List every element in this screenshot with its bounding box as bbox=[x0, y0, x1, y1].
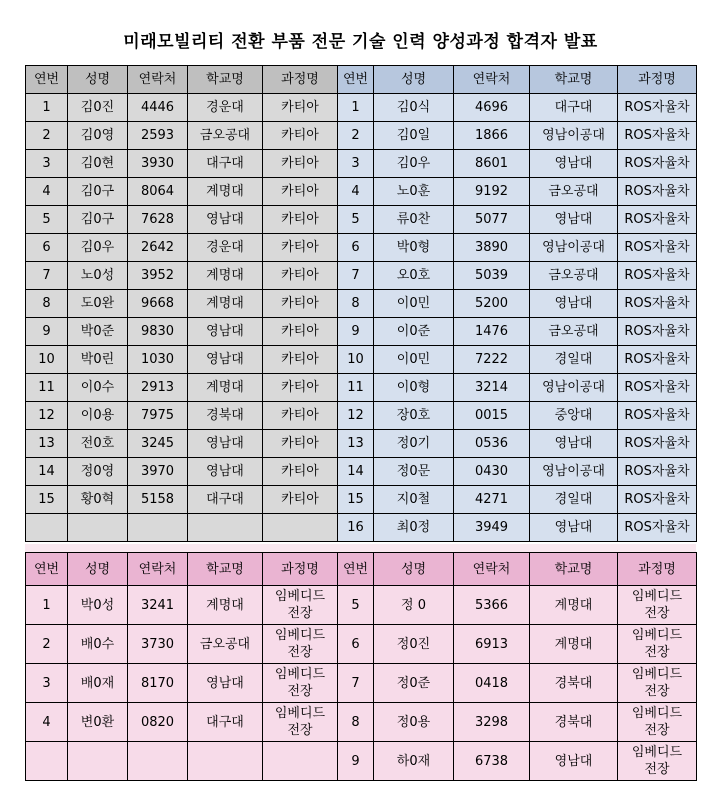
course-cell: ROS자율차 bbox=[618, 290, 697, 318]
contact-cell: 8601 bbox=[454, 150, 530, 178]
school-cell: 영남대 bbox=[188, 664, 263, 703]
table-row bbox=[26, 402, 697, 430]
school-cell: 영남대 bbox=[530, 150, 618, 178]
course-cell: 임베디드 전장 bbox=[263, 664, 338, 703]
course-cell: 카티아 bbox=[263, 94, 338, 122]
contact-cell: 5039 bbox=[454, 262, 530, 290]
table-row bbox=[26, 458, 697, 486]
course-cell: ROS자율차 bbox=[618, 234, 697, 262]
contact-cell: 9668 bbox=[128, 290, 188, 318]
name-cell: 이0준 bbox=[374, 318, 454, 346]
school-cell: 계명대 bbox=[188, 178, 263, 206]
school-cell: 영남이공대 bbox=[530, 122, 618, 150]
course-cell: 카티아 bbox=[263, 486, 338, 514]
number-cell: 3 bbox=[26, 150, 68, 178]
school-cell: 영남대 bbox=[530, 290, 618, 318]
header-school-left: 학교명 bbox=[188, 553, 263, 586]
course-cell: ROS자율차 bbox=[618, 402, 697, 430]
number-cell: 2 bbox=[26, 122, 68, 150]
number-cell: 12 bbox=[338, 402, 374, 430]
contact-cell: 3952 bbox=[128, 262, 188, 290]
contact-cell: 5200 bbox=[454, 290, 530, 318]
contact-cell: 7628 bbox=[128, 206, 188, 234]
table-row bbox=[26, 742, 697, 781]
table-row bbox=[26, 703, 697, 742]
school-cell: 중앙대 bbox=[530, 402, 618, 430]
header-course-right: 과정명 bbox=[618, 66, 697, 94]
contact-cell: 0418 bbox=[454, 664, 530, 703]
number-cell bbox=[26, 742, 68, 781]
contact-cell: 3730 bbox=[128, 625, 188, 664]
contact-cell: 1030 bbox=[128, 346, 188, 374]
name-cell: 김0진 bbox=[68, 94, 128, 122]
header-school-left: 학교명 bbox=[188, 66, 263, 94]
name-cell: 장0호 bbox=[374, 402, 454, 430]
contact-cell: 7222 bbox=[454, 346, 530, 374]
number-cell: 3 bbox=[338, 150, 374, 178]
course-cell: ROS자율차 bbox=[618, 262, 697, 290]
contact-cell: 2593 bbox=[128, 122, 188, 150]
name-cell bbox=[68, 514, 128, 542]
contact-cell: 3241 bbox=[128, 586, 188, 625]
contact-cell: 9830 bbox=[128, 318, 188, 346]
course-cell: 임베디드 전장 bbox=[263, 625, 338, 664]
contact-cell: 0015 bbox=[454, 402, 530, 430]
contact-cell: 8064 bbox=[128, 178, 188, 206]
contact-cell: 1866 bbox=[454, 122, 530, 150]
number-cell: 15 bbox=[338, 486, 374, 514]
contact-cell: 6913 bbox=[454, 625, 530, 664]
contact-cell: 3970 bbox=[128, 458, 188, 486]
number-cell: 5 bbox=[338, 206, 374, 234]
course-cell: 카티아 bbox=[263, 206, 338, 234]
contact-cell: 5077 bbox=[454, 206, 530, 234]
catia-ros-results-table bbox=[25, 65, 697, 542]
school-cell: 금오공대 bbox=[530, 178, 618, 206]
name-cell: 황0혁 bbox=[68, 486, 128, 514]
school-cell: 대구대 bbox=[530, 94, 618, 122]
number-cell: 6 bbox=[338, 625, 374, 664]
name-cell: 류0찬 bbox=[374, 206, 454, 234]
course-cell: 카티아 bbox=[263, 150, 338, 178]
table-row bbox=[26, 586, 697, 625]
course-cell: 카티아 bbox=[263, 458, 338, 486]
contact-cell: 0820 bbox=[128, 703, 188, 742]
contact-cell: 6738 bbox=[454, 742, 530, 781]
number-cell: 6 bbox=[338, 234, 374, 262]
table-row bbox=[26, 150, 697, 178]
number-cell bbox=[26, 514, 68, 542]
table-row bbox=[26, 318, 697, 346]
number-cell: 2 bbox=[26, 625, 68, 664]
school-cell: 영남대 bbox=[530, 514, 618, 542]
number-cell: 9 bbox=[26, 318, 68, 346]
school-cell: 계명대 bbox=[188, 262, 263, 290]
name-cell: 김0영 bbox=[68, 122, 128, 150]
table-row bbox=[26, 625, 697, 664]
name-cell: 도0완 bbox=[68, 290, 128, 318]
school-cell: 경운대 bbox=[188, 94, 263, 122]
number-cell: 8 bbox=[26, 290, 68, 318]
number-cell: 2 bbox=[338, 122, 374, 150]
school-cell: 금오공대 bbox=[530, 262, 618, 290]
embedded-results-table bbox=[25, 552, 697, 781]
number-cell: 9 bbox=[338, 742, 374, 781]
name-cell: 김0우 bbox=[68, 234, 128, 262]
name-cell: 김0우 bbox=[374, 150, 454, 178]
course-cell: 카티아 bbox=[263, 178, 338, 206]
contact-cell: 0430 bbox=[454, 458, 530, 486]
name-cell: 정 0 bbox=[374, 586, 454, 625]
number-cell: 4 bbox=[26, 703, 68, 742]
name-cell: 정0기 bbox=[374, 430, 454, 458]
contact-cell bbox=[128, 742, 188, 781]
table-row bbox=[26, 290, 697, 318]
header-contact-left: 연락처 bbox=[128, 66, 188, 94]
contact-cell: 4696 bbox=[454, 94, 530, 122]
school-cell: 영남이공대 bbox=[530, 374, 618, 402]
name-cell: 김0식 bbox=[374, 94, 454, 122]
name-cell: 노0성 bbox=[68, 262, 128, 290]
school-cell bbox=[188, 514, 263, 542]
school-cell: 대구대 bbox=[188, 703, 263, 742]
school-cell: 대구대 bbox=[188, 150, 263, 178]
school-cell: 영남이공대 bbox=[530, 234, 618, 262]
school-cell: 계명대 bbox=[188, 586, 263, 625]
name-cell: 김0구 bbox=[68, 178, 128, 206]
name-cell: 최0정 bbox=[374, 514, 454, 542]
number-cell: 1 bbox=[26, 586, 68, 625]
number-cell: 5 bbox=[338, 586, 374, 625]
name-cell: 전0호 bbox=[68, 430, 128, 458]
table-row bbox=[26, 486, 697, 514]
number-cell: 7 bbox=[26, 262, 68, 290]
contact-cell: 3214 bbox=[454, 374, 530, 402]
contact-cell: 2642 bbox=[128, 234, 188, 262]
school-cell: 금오공대 bbox=[188, 625, 263, 664]
number-cell: 6 bbox=[26, 234, 68, 262]
course-cell: ROS자율차 bbox=[618, 486, 697, 514]
header-contact-left: 연락처 bbox=[128, 553, 188, 586]
number-cell: 11 bbox=[338, 374, 374, 402]
number-cell: 16 bbox=[338, 514, 374, 542]
name-cell: 김0일 bbox=[374, 122, 454, 150]
table-row bbox=[26, 374, 697, 402]
school-cell: 계명대 bbox=[188, 290, 263, 318]
contact-cell: 3245 bbox=[128, 430, 188, 458]
header-school-right: 학교명 bbox=[530, 66, 618, 94]
number-cell: 14 bbox=[338, 458, 374, 486]
course-cell: ROS자율차 bbox=[618, 374, 697, 402]
contact-cell: 8170 bbox=[128, 664, 188, 703]
table-row bbox=[26, 262, 697, 290]
contact-cell: 3949 bbox=[454, 514, 530, 542]
header-number-left: 연번 bbox=[26, 66, 68, 94]
table-row bbox=[26, 346, 697, 374]
course-cell: 카티아 bbox=[263, 234, 338, 262]
course-cell: ROS자율차 bbox=[618, 206, 697, 234]
course-cell: 카티아 bbox=[263, 318, 338, 346]
course-cell: ROS자율차 bbox=[618, 346, 697, 374]
table-row bbox=[26, 664, 697, 703]
contact-cell: 4446 bbox=[128, 94, 188, 122]
course-cell: ROS자율차 bbox=[618, 178, 697, 206]
name-cell: 정0준 bbox=[374, 664, 454, 703]
name-cell: 정0용 bbox=[374, 703, 454, 742]
course-cell bbox=[263, 514, 338, 542]
contact-cell: 7975 bbox=[128, 402, 188, 430]
number-cell: 13 bbox=[338, 430, 374, 458]
name-cell: 김0현 bbox=[68, 150, 128, 178]
course-cell: 카티아 bbox=[263, 346, 338, 374]
course-cell: 카티아 bbox=[263, 290, 338, 318]
contact-cell: 0536 bbox=[454, 430, 530, 458]
number-cell: 8 bbox=[338, 290, 374, 318]
school-cell: 경북대 bbox=[188, 402, 263, 430]
header-number-right: 연번 bbox=[338, 553, 374, 586]
school-cell: 경일대 bbox=[530, 486, 618, 514]
number-cell: 13 bbox=[26, 430, 68, 458]
table-row bbox=[26, 514, 697, 542]
name-cell: 김0구 bbox=[68, 206, 128, 234]
name-cell: 오0호 bbox=[374, 262, 454, 290]
table-row bbox=[26, 94, 697, 122]
school-cell: 영남대 bbox=[188, 430, 263, 458]
course-cell: ROS자율차 bbox=[618, 150, 697, 178]
name-cell: 이0민 bbox=[374, 290, 454, 318]
number-cell: 1 bbox=[338, 94, 374, 122]
school-cell: 계명대 bbox=[530, 625, 618, 664]
number-cell: 8 bbox=[338, 703, 374, 742]
school-cell: 금오공대 bbox=[188, 122, 263, 150]
school-cell: 계명대 bbox=[530, 586, 618, 625]
table-separator bbox=[25, 544, 696, 552]
course-cell: 임베디드 전장 bbox=[263, 703, 338, 742]
contact-cell bbox=[128, 514, 188, 542]
course-cell: ROS자율차 bbox=[618, 430, 697, 458]
school-cell: 영남이공대 bbox=[530, 458, 618, 486]
name-cell: 하0재 bbox=[374, 742, 454, 781]
course-cell: 카티아 bbox=[263, 122, 338, 150]
course-cell: 임베디드 전장 bbox=[618, 625, 697, 664]
name-cell: 이0용 bbox=[68, 402, 128, 430]
number-cell: 4 bbox=[26, 178, 68, 206]
name-cell: 박0린 bbox=[68, 346, 128, 374]
header-number-left: 연번 bbox=[26, 553, 68, 586]
table-row bbox=[26, 122, 697, 150]
course-cell: ROS자율차 bbox=[618, 514, 697, 542]
name-cell: 정0문 bbox=[374, 458, 454, 486]
header-contact-right: 연락처 bbox=[454, 553, 530, 586]
course-cell: 카티아 bbox=[263, 262, 338, 290]
school-cell: 계명대 bbox=[188, 374, 263, 402]
name-cell: 지0철 bbox=[374, 486, 454, 514]
school-cell: 영남대 bbox=[530, 430, 618, 458]
number-cell: 7 bbox=[338, 262, 374, 290]
number-cell: 12 bbox=[26, 402, 68, 430]
course-cell: 임베디드 전장 bbox=[618, 703, 697, 742]
number-cell: 7 bbox=[338, 664, 374, 703]
name-cell: 배0수 bbox=[68, 625, 128, 664]
contact-cell: 2913 bbox=[128, 374, 188, 402]
table-row bbox=[26, 178, 697, 206]
course-cell: ROS자율차 bbox=[618, 122, 697, 150]
contact-cell: 3930 bbox=[128, 150, 188, 178]
course-cell: ROS자율차 bbox=[618, 318, 697, 346]
school-cell: 경운대 bbox=[188, 234, 263, 262]
header-course-left: 과정명 bbox=[263, 553, 338, 586]
table-header-row bbox=[26, 553, 697, 586]
number-cell: 15 bbox=[26, 486, 68, 514]
school-cell: 대구대 bbox=[188, 486, 263, 514]
header-course-left: 과정명 bbox=[263, 66, 338, 94]
name-cell: 정0영 bbox=[68, 458, 128, 486]
contact-cell: 9192 bbox=[454, 178, 530, 206]
number-cell: 10 bbox=[338, 346, 374, 374]
name-cell: 이0수 bbox=[68, 374, 128, 402]
header-name-right: 성명 bbox=[374, 553, 454, 586]
school-cell: 금오공대 bbox=[530, 318, 618, 346]
table-row bbox=[26, 234, 697, 262]
course-cell: 임베디드 전장 bbox=[618, 664, 697, 703]
number-cell: 3 bbox=[26, 664, 68, 703]
name-cell: 정0진 bbox=[374, 625, 454, 664]
course-cell: 임베디드 전장 bbox=[618, 742, 697, 781]
number-cell: 5 bbox=[26, 206, 68, 234]
number-cell: 4 bbox=[338, 178, 374, 206]
header-name-left: 성명 bbox=[68, 553, 128, 586]
number-cell: 11 bbox=[26, 374, 68, 402]
school-cell: 영남대 bbox=[530, 742, 618, 781]
name-cell: 박0성 bbox=[68, 586, 128, 625]
header-course-right: 과정명 bbox=[618, 553, 697, 586]
name-cell: 변0환 bbox=[68, 703, 128, 742]
name-cell: 배0재 bbox=[68, 664, 128, 703]
number-cell: 1 bbox=[26, 94, 68, 122]
course-cell: 임베디드 전장 bbox=[618, 586, 697, 625]
header-name-right: 성명 bbox=[374, 66, 454, 94]
table-row bbox=[26, 206, 697, 234]
course-cell: ROS자율차 bbox=[618, 458, 697, 486]
number-cell: 9 bbox=[338, 318, 374, 346]
name-cell: 박0준 bbox=[68, 318, 128, 346]
school-cell: 경일대 bbox=[530, 346, 618, 374]
name-cell: 박0형 bbox=[374, 234, 454, 262]
school-cell: 영남대 bbox=[188, 206, 263, 234]
number-cell: 10 bbox=[26, 346, 68, 374]
course-cell: 카티아 bbox=[263, 374, 338, 402]
school-cell: 영남대 bbox=[188, 458, 263, 486]
name-cell: 이0민 bbox=[374, 346, 454, 374]
course-cell: 카티아 bbox=[263, 430, 338, 458]
school-cell: 영남대 bbox=[530, 206, 618, 234]
contact-cell: 1476 bbox=[454, 318, 530, 346]
contact-cell: 5158 bbox=[128, 486, 188, 514]
school-cell: 경북대 bbox=[530, 664, 618, 703]
table-header-row bbox=[26, 66, 697, 94]
name-cell bbox=[68, 742, 128, 781]
school-cell: 경북대 bbox=[530, 703, 618, 742]
course-cell: ROS자율차 bbox=[618, 94, 697, 122]
school-cell: 영남대 bbox=[188, 318, 263, 346]
header-school-right: 학교명 bbox=[530, 553, 618, 586]
contact-cell: 5366 bbox=[454, 586, 530, 625]
course-cell bbox=[263, 742, 338, 781]
school-cell: 영남대 bbox=[188, 346, 263, 374]
page-title: 미래모빌리티 전환 부품 전문 기술 인력 양성과정 합격자 발표 bbox=[123, 32, 598, 52]
header-number-right: 연번 bbox=[338, 66, 374, 94]
header-name-left: 성명 bbox=[68, 66, 128, 94]
header-contact-right: 연락처 bbox=[454, 66, 530, 94]
contact-cell: 3298 bbox=[454, 703, 530, 742]
course-cell: 임베디드 전장 bbox=[263, 586, 338, 625]
name-cell: 노0훈 bbox=[374, 178, 454, 206]
school-cell bbox=[188, 742, 263, 781]
table-row bbox=[26, 430, 697, 458]
contact-cell: 4271 bbox=[454, 486, 530, 514]
number-cell: 14 bbox=[26, 458, 68, 486]
contact-cell: 3890 bbox=[454, 234, 530, 262]
course-cell: 카티아 bbox=[263, 402, 338, 430]
name-cell: 이0형 bbox=[374, 374, 454, 402]
